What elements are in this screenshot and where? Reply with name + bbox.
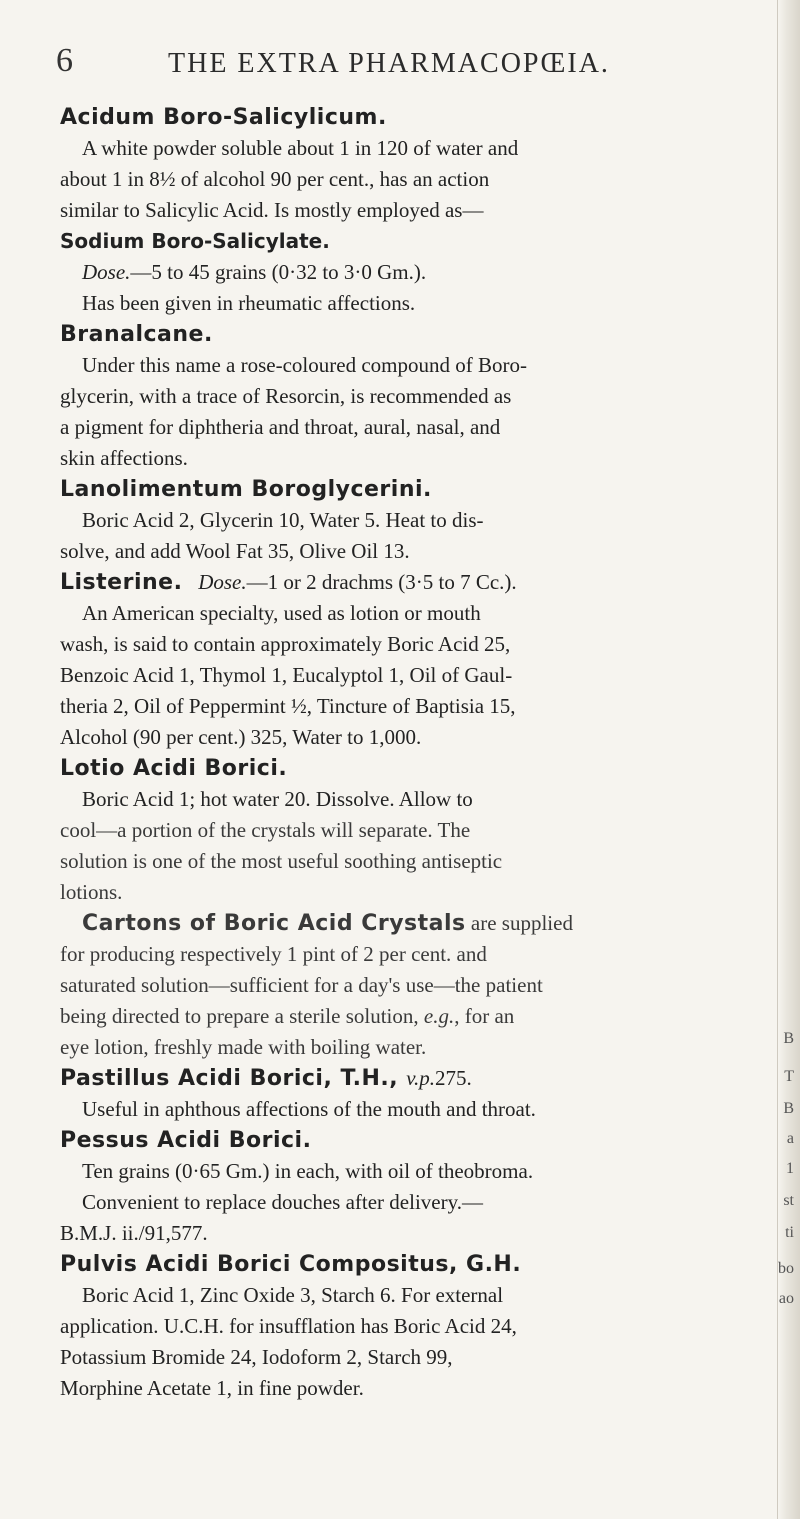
text-line: cool—a portion of the crystals will separate. The bbox=[60, 818, 471, 842]
dose-label: Dose. bbox=[198, 570, 247, 594]
text-line: glycerin, with a trace of Resorcin, is recommended as bbox=[60, 384, 512, 408]
entry-listerine bbox=[60, 567, 750, 753]
entry-lanolimentum-boroglycerini bbox=[60, 474, 750, 567]
text-line: Under this name a rose-coloured compound of Boro- bbox=[82, 353, 527, 377]
eg-abbrev: e.g. bbox=[423, 1004, 455, 1028]
entry-heading: Listerine. bbox=[60, 570, 183, 595]
text-fragment: , for an bbox=[454, 1004, 515, 1028]
text-line: lotions. bbox=[60, 880, 123, 904]
text-line: Ten grains (0·65 Gm.) in each, with oil of theobroma. bbox=[82, 1159, 534, 1183]
edge-fragment: 1 bbox=[786, 1160, 794, 1177]
text-line: theria 2, Oil of Peppermint ½, Tincture of Baptisia 15, bbox=[60, 694, 516, 718]
edge-fragment: B bbox=[783, 1100, 794, 1117]
sub-heading: Sodium Boro-Salicylate. bbox=[60, 229, 330, 253]
text-line: similar to Salicylic Acid. Is mostly employed as— bbox=[60, 198, 484, 222]
facing-page-edge bbox=[777, 0, 800, 1519]
text-line: solve, and add Wool Fat 35, Olive Oil 13. bbox=[60, 539, 410, 563]
edge-fragment: st bbox=[783, 1192, 794, 1209]
edge-fragment: a bbox=[786, 1130, 794, 1147]
entry-heading: Lotio Acidi Borici. bbox=[60, 756, 288, 781]
dose-text: —5 to 45 grains (0·32 to 3·0 Gm.). bbox=[130, 260, 427, 284]
edge-fragment: T bbox=[784, 1068, 794, 1085]
heading-continuation: are supplied bbox=[465, 911, 573, 935]
text-line: Benzoic Acid 1, Thymol 1, Eucalyptol 1, Oil of Gaul- bbox=[60, 663, 513, 687]
entry-lotio-acidi-borici bbox=[60, 753, 750, 908]
text-line: Useful in aphthous affections of the mouth and throat. bbox=[82, 1097, 536, 1121]
text-line: for producing respectively 1 pint of 2 per cent. and bbox=[60, 942, 487, 966]
page-header bbox=[56, 42, 776, 82]
page-body bbox=[60, 102, 750, 1404]
text-line: B.M.J. ii./91,577. bbox=[60, 1221, 208, 1245]
ref-abbrev: v.p. bbox=[406, 1066, 436, 1090]
text-line: eye lotion, freshly made with boiling water. bbox=[60, 1035, 427, 1059]
text-line: solution is one of the most useful soothing antiseptic bbox=[60, 849, 503, 873]
dose-label: Dose. bbox=[82, 260, 131, 284]
running-title: THE EXTRA PHARMACOPŒIA. bbox=[168, 48, 610, 79]
edge-fragment: B bbox=[783, 1030, 794, 1047]
text-line: Morphine Acetate 1, in fine powder. bbox=[60, 1376, 364, 1400]
entry-pessus-acidi-borici bbox=[60, 1125, 750, 1249]
text-line bbox=[60, 1001, 750, 1032]
entry-branalcane bbox=[60, 319, 750, 474]
text-line: Boric Acid 1; hot water 20. Dissolve. Allow to bbox=[82, 787, 473, 811]
text-line: Potassium Bromide 24, Iodoform 2, Starch 99, bbox=[60, 1345, 453, 1369]
entry-heading: Pulvis Acidi Borici Compositus, G.H. bbox=[60, 1252, 522, 1277]
text-line: Convenient to replace douches after delivery.— bbox=[82, 1190, 483, 1214]
entry-cartons-boric-acid-crystals bbox=[60, 908, 750, 1063]
entry-heading: Pastillus Acidi Borici, T.H., bbox=[60, 1066, 407, 1091]
text-line: skin affections. bbox=[60, 446, 188, 470]
page-number: 6 bbox=[56, 42, 73, 79]
text-line: Alcohol (90 per cent.) 325, Water to 1,000. bbox=[60, 725, 422, 749]
ref-number: 275. bbox=[435, 1066, 472, 1090]
text-line: Has been given in rheumatic affections. bbox=[82, 291, 416, 315]
entry-acidum-boro-salicylicum bbox=[60, 102, 750, 319]
entry-heading: Acidum Boro-Salicylicum. bbox=[60, 105, 387, 130]
edge-fragment: ao bbox=[778, 1290, 794, 1307]
entry-heading: Cartons of Boric Acid Crystals bbox=[82, 911, 466, 936]
text-line: a pigment for diphtheria and throat, aural, nasal, and bbox=[60, 415, 501, 439]
dose-text: —1 or 2 drachms (3·5 to 7 Cc.). bbox=[246, 570, 517, 594]
edge-fragment: ti bbox=[785, 1224, 794, 1241]
text-line: saturated solution—sufficient for a day's use—the patient bbox=[60, 973, 543, 997]
text-fragment: being directed to prepare a sterile solution, bbox=[60, 1004, 424, 1028]
entry-heading: Branalcane. bbox=[60, 322, 213, 347]
text-line: Boric Acid 1, Zinc Oxide 3, Starch 6. For external bbox=[82, 1283, 504, 1307]
text-line: Boric Acid 2, Glycerin 10, Water 5. Heat to dis- bbox=[82, 508, 484, 532]
text-line: An American specialty, used as lotion or mouth bbox=[82, 601, 481, 625]
text-line: about 1 in 8½ of alcohol 90 per cent., has an action bbox=[60, 167, 490, 191]
entry-pulvis-acidi-borici-compositus bbox=[60, 1249, 750, 1404]
entry-pastillus-acidi-borici bbox=[60, 1063, 750, 1125]
dose-line bbox=[60, 257, 750, 288]
entry-heading: Lanolimentum Boroglycerini. bbox=[60, 477, 432, 502]
text-line: A white powder soluble about 1 in 120 of water and bbox=[82, 136, 519, 160]
text-line: application. U.C.H. for insufflation has Boric Acid 24, bbox=[60, 1314, 517, 1338]
edge-fragment: bo bbox=[778, 1260, 794, 1277]
entry-heading: Pessus Acidi Borici. bbox=[60, 1128, 312, 1153]
text-line: wash, is said to contain approximately Boric Acid 25, bbox=[60, 632, 511, 656]
